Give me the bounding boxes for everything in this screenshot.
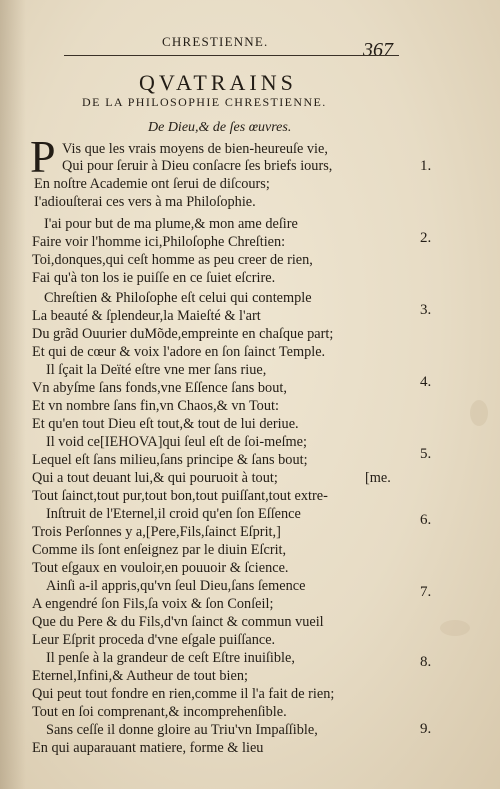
verse-line: Chreſtien & Philoſophe eſt celui qui contemple	[44, 290, 312, 306]
verse-line: Fai qu'à ton los ie puiſſe en ce ſuiet eſcrire.	[32, 270, 276, 286]
verse-line: Il void ce[IEHOVA]qui ſeul eſt de ſoi-meſme;	[46, 434, 307, 450]
stanza-number: 2.	[420, 230, 432, 246]
verse-line: Tout en ſoi comprenant,& incomprehenſible.	[32, 704, 287, 720]
verse-line: Leur Eſprit proceda d'vne eſgale puiſſance.	[32, 632, 276, 648]
verse-line: Tout ſainct,tout pur,tout bon,tout puiſſant,tout extre-	[32, 488, 328, 504]
verse-line: Qui peut tout fondre en rien,comme il l'a fait de rien;	[32, 686, 335, 702]
verse-line: Sans ceſſe il donne gloire au Triu'vn Impaſſible,	[46, 722, 318, 738]
verse-line: Que du Pere & du Fils,d'vn ſainct & commun vueil	[32, 614, 324, 630]
verse-line: Et qu'en tout Dieu eſt tout,& tout de lui deriue.	[32, 416, 299, 432]
verse-line: En qui auparauant matiere, forme & lieu	[32, 740, 264, 756]
stanza-number: 3.	[420, 302, 432, 318]
paper-stain	[440, 620, 470, 636]
stanza-number: 5.	[420, 446, 432, 462]
verse-line: Eternel,Infini,& Autheur de tout bien;	[32, 668, 248, 684]
verse-line: I'ai pour but de ma plume,& mon ame deſire	[44, 216, 298, 232]
drop-cap: P	[30, 131, 56, 182]
paper-stain	[470, 400, 488, 426]
verse-line: A engendré ſon Fils,ſa voix & ſon Conſeil;	[32, 596, 274, 612]
verse-line: Il penſe à la grandeur de ceſt Eſtre inuiſible,	[46, 650, 295, 666]
verse-line: En noſtre Academie ont ſerui de diſcours;	[34, 176, 270, 192]
page-title: QVATRAINS	[139, 70, 297, 95]
stanza-number: 7.	[420, 584, 432, 600]
verse-line: Il ſçait la Deïté eſtre vne mer ſans riue,	[46, 362, 267, 378]
verse-line: Lequel eſt ſans milieu,ſans principe & ſans bout;	[32, 452, 308, 468]
turnover-text: [me.	[365, 470, 391, 486]
verse-line: I'adiouſterai ces vers à ma Philoſophie.	[34, 194, 256, 210]
stanza-number: 1.	[420, 158, 432, 174]
page-subtitle: DE LA PHILOSOPHIE CHRESTIENNE.	[82, 95, 327, 109]
verse-line: Vn abyſme ſans fonds,vne Eſſence ſans bout,	[32, 380, 287, 396]
verse-line: Trois Perſonnes y a,[Pere,Fils,ſainct Eſprit,]	[32, 524, 281, 540]
stanza-number: 9.	[420, 721, 432, 737]
stanza-number: 6.	[420, 512, 432, 528]
verse-line: Toi,donques,qui ceſt homme as peu creer de rien,	[32, 252, 313, 268]
section-heading: De Dieu,& de ſes œuvres.	[148, 120, 292, 135]
verse-line: Et qui de cœur & voix l'adore en ſon ſainct Temple.	[32, 344, 326, 360]
header-rule	[64, 55, 399, 56]
verse-line: Vis que les vrais moyens de bien-heureuſe vie,	[62, 141, 328, 157]
verse-line: Du grãd Ouurier duMõde,empreinte en chaſque part;	[32, 326, 334, 342]
verse-line: La beauté & ſplendeur,la Maieſté & l'art	[32, 308, 261, 324]
verse-line: Inſtruit de l'Eternel,il croid qu'en ſon Eſſence	[46, 506, 301, 522]
verse-line: Faire voir l'homme ici,Philoſophe Chreſtien:	[32, 234, 286, 250]
stanza-number: 8.	[420, 654, 432, 670]
verse-line: Comme ils ſont enſeignez par le diuin Eſcrit,	[32, 542, 287, 558]
verse-line: Et vn nombre ſans fin,vn Chaos,& vn Tout:	[32, 398, 279, 414]
verse-line: Qui a tout deuant lui,& qui pouruoit à tout;	[32, 470, 278, 486]
running-title: CHRESTIENNE.	[162, 34, 269, 49]
stanza-number: 4.	[420, 374, 432, 390]
verse-line: Qui pour ſeruir à Dieu conſacre ſes briefs iours,	[62, 158, 333, 174]
verse-line: Tout eſgaux en vouloir,en pouuoir & ſcience.	[32, 560, 289, 576]
page-number: 367	[363, 39, 393, 61]
verse-line: Ainſi a-il appris,qu'vn ſeul Dieu,ſans ſemence	[46, 578, 306, 594]
